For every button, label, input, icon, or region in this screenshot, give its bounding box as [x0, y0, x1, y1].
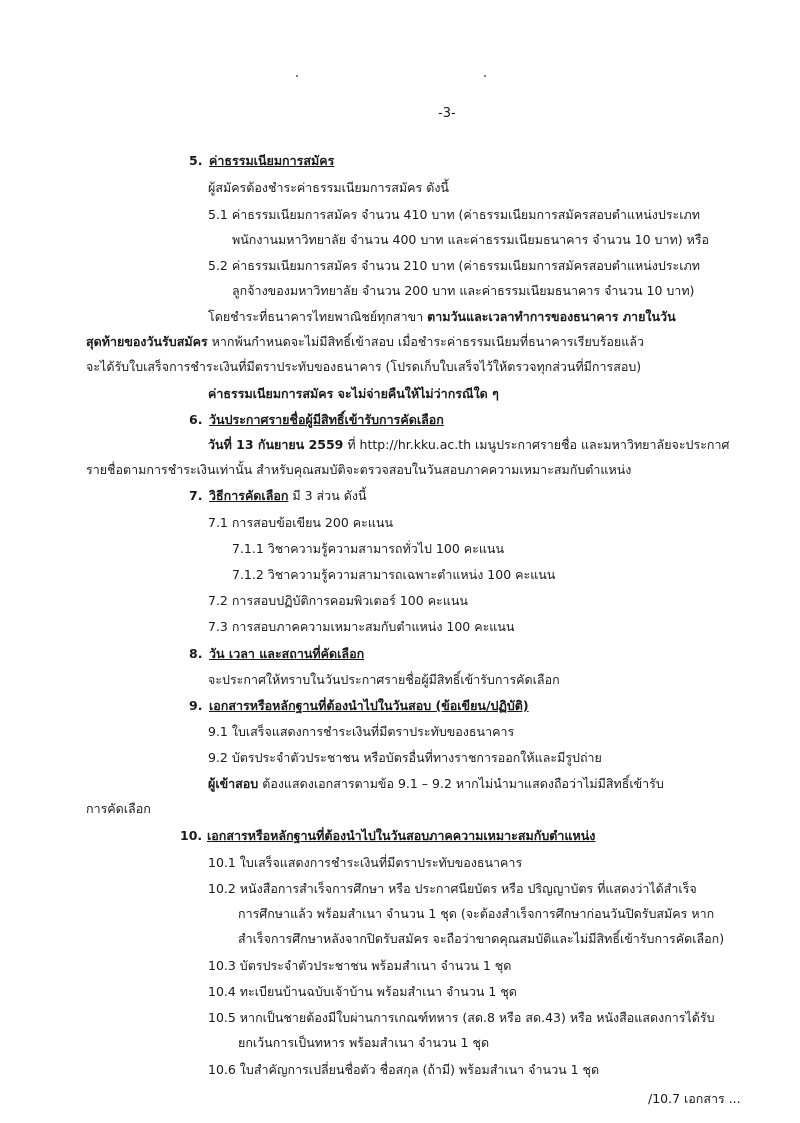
section-number: 5.	[189, 153, 203, 168]
no-refund-note: ค่าธรรมเนียมการสมัคร จะไม่จ่ายคืนให้ไม่ว่ากรณีใด ๆ	[208, 386, 499, 401]
exam-note-line1	[208, 775, 664, 793]
payment-bold: ตามวันและเวลาทำการของธนาคาร ภายในวัน	[427, 309, 676, 324]
item-7-2: 7.2 การสอบปฏิบัติการคอมพิวเตอร์ 100 คะแนน	[208, 593, 468, 608]
payment-text: โดยชำระที่ธนาคารไทยพาณิชย์ทุกสาขา	[208, 309, 428, 324]
section-title-rest: มี 3 ส่วน ดังนี้	[288, 488, 367, 503]
item-7-1-2: 7.1.2 วิชาความรู้ความสามารถเฉพาะตำแหน่ง 100 คะแนน	[232, 567, 556, 582]
payment-text: หากพ้นกำหนดจะไม่มีสิทธิ์เข้าสอบ เมื่อชำระค่าธรรมเนียมที่ธนาคารเรียบร้อยแล้ว	[207, 334, 644, 349]
scan-dot	[484, 75, 486, 77]
continuation-note: /10.7 เอกสาร ...	[648, 1091, 741, 1106]
section-number: 8.	[189, 646, 203, 661]
exam-note-bold: ผู้เข้าสอบ	[208, 776, 259, 791]
item-10-2-line1: 10.2 หนังสือการสำเร็จการศึกษา หรือ ประกาศนียบัตร หรือ ปริญญาบัตร ที่แสดงว่าได้สำเร็จ	[208, 881, 697, 896]
scan-dot	[296, 75, 298, 77]
section-number: 6.	[189, 412, 203, 427]
item-10-6: 10.6 ใบสำคัญการเปลี่ยนชื่อตัว ชื่อสกุล (ถ้ามี) พร้อมสำเนา จำนวน 1 ชุด	[208, 1062, 600, 1077]
section-number: 10.	[180, 828, 203, 843]
announcement-date: วันที่ 13 กันยายน 2559	[208, 437, 344, 452]
section-5-intro: ผู้สมัครต้องชำระค่าธรรมเนียมการสมัคร ดังนี้	[208, 180, 449, 195]
item-7-1-1: 7.1.1 วิชาความรู้ความสามารถทั่วไป 100 คะแนน	[232, 541, 504, 556]
payment-paragraph-line2	[86, 333, 644, 351]
section-title: เอกสารหรือหลักฐานที่ต้องนำไปในวันสอบภาคความเหมาะสมกับตำแหน่ง	[207, 828, 596, 843]
section-number: 7.	[189, 488, 203, 503]
section-10-heading	[180, 827, 595, 845]
section-6-heading	[189, 411, 444, 429]
item-5-1-line1: 5.1 ค่าธรรมเนียมการสมัคร จำนวน 410 บาท (ค่าธรรมเนียมการสมัครสอบตำแหน่งประเภท	[208, 207, 701, 222]
item-10-5-line2: ยกเว้นการเป็นทหาร พร้อมสำเนา จำนวน 1 ชุด	[238, 1035, 490, 1050]
item-5-2-line2: ลูกจ้างของมหาวิทยาลัย จำนวน 200 บาท และค่าธรรมเนียมธนาคาร จำนวน 10 บาท)	[232, 283, 695, 298]
payment-deadline: สุดท้ายของวันรับสมัคร	[86, 334, 208, 349]
item-10-2-line2: การศึกษาแล้ว พร้อมสำเนา จำนวน 1 ชุด (จะต้องสำเร็จการศึกษาก่อนวันปิดรับสมัคร หาก	[238, 906, 715, 921]
announcement-line1	[208, 436, 729, 454]
section-number: 9.	[189, 698, 203, 713]
section-title: วันประกาศรายชื่อผู้มีสิทธิ์เข้ารับการคัดเลือก	[209, 412, 444, 427]
section-title: เอกสารหรือหลักฐานที่ต้องนำไปในวันสอบ (ข้อเขียน/ปฏิบัติ)	[209, 698, 529, 713]
item-7-3: 7.3 การสอบภาคความเหมาะสมกับตำแหน่ง 100 คะแนน	[208, 619, 515, 634]
item-10-5-line1: 10.5 หากเป็นชายต้องมีใบผ่านการเกณฑ์ทหาร (สด.8 หรือ สด.43) หรือ หนังสือแสดงการได้รับ	[208, 1010, 715, 1025]
item-10-3: 10.3 บัตรประจำตัวประชาชน พร้อมสำเนา จำนวน 1 ชุด	[208, 958, 512, 973]
announcement-line2: รายชื่อตามการชำระเงินเท่านั้น สำหรับคุณสมบัติจะตรวจสอบในวันสอบภาคความเหมาะสมกับตำแหน่ง	[86, 462, 632, 477]
item-9-1: 9.1 ใบเสร็จแสดงการชำระเงินที่มีตราประทับของธนาคาร	[208, 724, 515, 739]
item-9-2: 9.2 บัตรประจำตัวประชาชน หรือบัตรอื่นที่ทางราชการออกให้และมีรูปถ่าย	[208, 750, 602, 765]
section-8-text: จะประกาศให้ทราบในวันประกาศรายชื่อผู้มีสิทธิ์เข้ารับการคัดเลือก	[208, 672, 560, 687]
section-7-heading	[189, 487, 366, 505]
section-5-heading	[189, 152, 334, 170]
payment-paragraph-line1	[208, 308, 676, 326]
announcement-text: ที่ http://hr.kku.ac.th เมนูประกาศรายชื่อ และมหาวิทยาลัยจะประกาศ	[343, 437, 730, 452]
item-5-1-line2: พนักงานมหาวิทยาลัย จำนวน 400 บาท และค่าธรรมเนียมธนาคาร จำนวน 10 บาท) หรือ	[232, 232, 710, 247]
exam-note-line2: การคัดเลือก	[86, 801, 151, 816]
exam-note-text: ต้องแสดงเอกสารตามข้อ 9.1 – 9.2 หากไม่นำมาแสดงถือว่าไม่มีสิทธิ์เข้ารับ	[258, 776, 664, 791]
section-title: ค่าธรรมเนียมการสมัคร	[209, 153, 335, 168]
item-5-2-line1: 5.2 ค่าธรรมเนียมการสมัคร จำนวน 210 บาท (ค่าธรรมเนียมการสมัครสอบตำแหน่งประเภท	[208, 258, 701, 273]
payment-paragraph-line3: จะได้รับใบเสร็จการชำระเงินที่มีตราประทับของธนาคาร (โปรดเก็บใบเสร็จไว้ให้ตรวจทุกส่วนที่มีการสอบ)	[86, 359, 642, 374]
item-7-1: 7.1 การสอบข้อเขียน 200 คะแนน	[208, 515, 393, 530]
section-title: วัน เวลา และสถานที่คัดเลือก	[209, 646, 365, 661]
section-9-heading	[189, 697, 529, 715]
item-10-1: 10.1 ใบเสร็จแสดงการชำระเงินที่มีตราประทับของธนาคาร	[208, 855, 523, 870]
item-10-2-line3: สำเร็จการศึกษาหลังจากปิดรับสมัคร จะถือว่าขาดคุณสมบัติและไม่มีสิทธิ์เข้ารับการคัดเลือก)	[238, 931, 725, 946]
item-10-4: 10.4 ทะเบียนบ้านฉบับเจ้าบ้าน พร้อมสำเนา จำนวน 1 ชุด	[208, 984, 517, 999]
section-title: วิธีการคัดเลือก	[209, 488, 289, 503]
section-8-heading	[189, 645, 364, 663]
page-number: -3-	[438, 106, 456, 121]
